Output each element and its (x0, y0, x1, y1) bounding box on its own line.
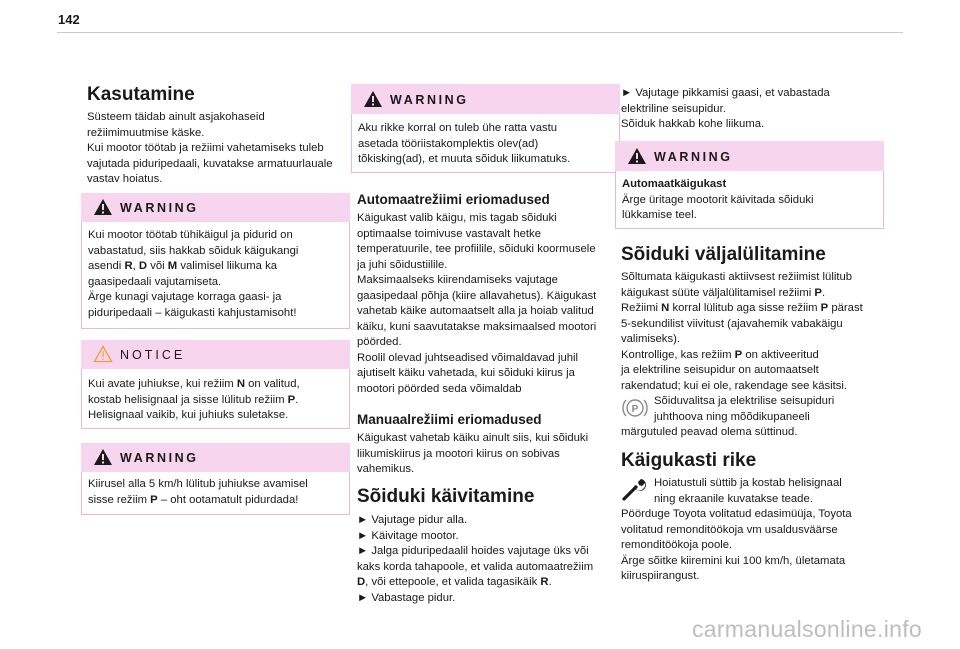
text-line: vahemikus. (357, 463, 415, 475)
warning-title: WARNING (120, 451, 199, 465)
text-line: Sõiduvalitsa ja elektrilise seisupiduri (654, 395, 835, 407)
text-line: elektriline seisupidur. (621, 102, 726, 115)
text-line: pöörded. (357, 336, 402, 348)
text-line: lükkamise teel. (622, 209, 697, 221)
text-line: kostab helisignaal ja sisse lülitub režiim P. (88, 393, 299, 406)
text-line: Maksimaalseks kiirendamiseks vajutage (357, 274, 558, 286)
warning-triangle-icon (93, 448, 113, 466)
continue-text (621, 86, 881, 133)
text-line: Pöörduge Toyota volitatud edasimüüja, Toyota (621, 508, 852, 520)
section-heading-start: Sõiduki käivitamine (357, 486, 535, 507)
text-line: remonditöökoja poole. (621, 539, 733, 551)
notice-triangle-icon (93, 345, 113, 363)
warning-title: WARNING (654, 150, 733, 164)
text-line: Süsteem täidab ainult asjakohaseid (87, 111, 265, 123)
text-line: Aku rikke korral on tuleb ühe ratta vastu (358, 122, 558, 134)
text-line: Kui mootor töötab ja režiimi vahetamiseks tuleb (87, 142, 324, 154)
text-line: vahetab käike automaatselt alla ja hoiab valitud (357, 305, 594, 317)
intro-text (87, 110, 347, 188)
text-line: asetada tööriistakomplektis olev(ad) (358, 137, 539, 150)
text-line: tõkisking(ad), et muuta sõiduk liikumatuks. (358, 153, 571, 165)
text-line: Ärge sõitke kiiremini kui 100 km/h, ületamata (621, 554, 846, 567)
text-line: piduripedaali – käigukasti kahjustamisoht! (88, 306, 297, 319)
text-line: temperatuurile, tee profiilile, sõiduki koormusele (357, 243, 596, 255)
text-line: asendi R, D või M valimisel liikuma ka (88, 260, 278, 272)
page-number: 142 (58, 12, 80, 27)
text-line: Kui avate juhiukse, kui režiim N on valitud, (88, 378, 300, 390)
notice-header (81, 340, 350, 369)
warning-header (81, 193, 350, 222)
warning-body (81, 472, 350, 515)
text-line: vabastatud, siis hakkab sõiduk käigukangi (88, 244, 299, 257)
warning-triangle-icon (363, 90, 383, 108)
warning-body (615, 171, 884, 229)
text-line: märgutuled peavad olema süttinud. (621, 426, 798, 438)
text-line: Sõiduk hakkab kohe liikuma. (621, 118, 765, 130)
manual-mode-text (357, 431, 617, 478)
warning-triangle-icon (627, 147, 647, 165)
text-line: Käigukast vahetab käiku ainult siis, kui sõiduki (357, 432, 589, 444)
text-line: Roolil olevad juhtseadised võimaldavad juhil (357, 351, 579, 364)
text-line: 5-sekundilist viivitust (ajavahemik vabakäigu (621, 317, 843, 330)
warning-header (615, 141, 884, 171)
notice-body (81, 369, 350, 429)
text-line: kaks korda tahapoole, et valida automaatrežiim (357, 560, 594, 573)
subheading-manual-mode: Manuaalrežiimi eriomadused (357, 412, 542, 427)
text-line: mootori pöörded seda võimaldab (357, 382, 522, 395)
text-line: vajutada piduripedaali, kuvatakse armatuurlauale (87, 157, 333, 170)
section-heading-switch-off: Sõiduki väljalülitamine (621, 244, 826, 265)
warning-title: WARNING (120, 201, 199, 215)
warning-triangle-icon (93, 198, 113, 216)
text-line: ja elektriline seisupidur on automaatselt (621, 364, 819, 376)
fault-text (621, 476, 881, 585)
text-line: ► Jalga piduripedaalil hoides vajutage üks või (357, 545, 589, 557)
text-line: valimiseks). (621, 333, 680, 345)
text-line: ► Vajutage pikkamisi gaasi, et vabastada (621, 87, 830, 99)
text-line: D, või ettepoole, et valida tagasikäik R. (357, 576, 552, 588)
text-line: ► Vabastage pidur. (357, 591, 456, 604)
header-divider (57, 32, 903, 33)
text-line: kiiruspiirangust. (621, 570, 700, 582)
text-line: Sõltumata käigukasti aktiivsest režiimist lülitub (621, 271, 853, 283)
text-line: optimaalse toimivuse vastavalt hetke (357, 227, 541, 240)
text-line: ajutiselt käiku vahetada, kui sõiduki kiirus ja (357, 367, 575, 379)
switch-off-text (621, 270, 881, 441)
wrench-icon (621, 476, 649, 502)
warning-header (81, 443, 350, 472)
watermark: carmanualsonline.info (691, 616, 922, 642)
text-line: Kui mootor töötab tühikäigul ja pidurid on (88, 229, 293, 241)
text-line: ning ekraanile kuvatakse teade. (654, 492, 813, 505)
section-heading-kasutamine: Kasutamine (87, 84, 195, 105)
text-line: juhthoova ning mõõdikupaneeli (654, 410, 810, 423)
text-line: ► Käivitage mootor. (357, 529, 459, 542)
text-line: Ärge kunagi vajutage korraga gaasi- ja (88, 291, 282, 303)
auto-mode-text (357, 211, 617, 397)
warning-header (351, 84, 620, 114)
parking-brake-indicator-icon (621, 395, 649, 421)
text-line: sisse režiim P – oht ootamatult pidurdada! (88, 493, 299, 506)
text-line: Ärge üritage mootorit käivitada sõiduki (622, 193, 814, 206)
text-line: režiimimuutmise käske. (87, 126, 205, 139)
text-line: ja juhi sõidustiilile. (357, 258, 448, 271)
warning-body (81, 222, 350, 329)
start-steps (357, 513, 617, 606)
text-line: gaasipedaali vajutamiseta. (88, 275, 222, 288)
text-line: rakendatud; kui ei ole, rakendage see käsitsi. (621, 379, 848, 392)
text-line: volitatud remonditöökoja vm usaldusväärse (621, 523, 838, 536)
warning-title: WARNING (390, 93, 469, 107)
text-line: ► Vajutage pidur alla. (357, 514, 468, 526)
text-line: Käigukast valib käigu, mis tagab sõiduki (357, 212, 557, 224)
text-line: käigukast süüte väljalülitamisel režiimi P. (621, 286, 826, 299)
text-line: Hoiatustuli süttib ja kostab helisignaal (654, 477, 842, 489)
subheading-auto-mode: Automaatrežiimi eriomadused (357, 192, 550, 207)
warning-body (351, 114, 620, 173)
text-line: gaasipedaal põhja (kiire allavahetus). Käigukast (357, 289, 597, 302)
section-heading-fault: Käigukasti rike (621, 450, 757, 471)
text-line: liikumiskiirus ja mootori kiirus on sobivas (357, 447, 560, 460)
text-line: vastav hoiatus. (87, 173, 163, 185)
text-line: käiku, kuni saavutatakse maksimaalsed mootori (357, 320, 597, 333)
text-line: Helisignaal vaikib, kui juhiuks suletakse. (88, 409, 289, 421)
text-line: Automaatkäigukast (622, 178, 727, 190)
text-line: Režiimi N korral lülitub aga sisse režiim P pärast (621, 302, 863, 314)
svg-text:P: P (631, 404, 639, 415)
text-line: Kiirusel alla 5 km/h lülitub juhiukse avamisel (88, 478, 308, 490)
notice-title: NOTICE (120, 348, 186, 362)
text-line: Kontrollige, kas režiim P on aktiveeritud (621, 348, 819, 361)
